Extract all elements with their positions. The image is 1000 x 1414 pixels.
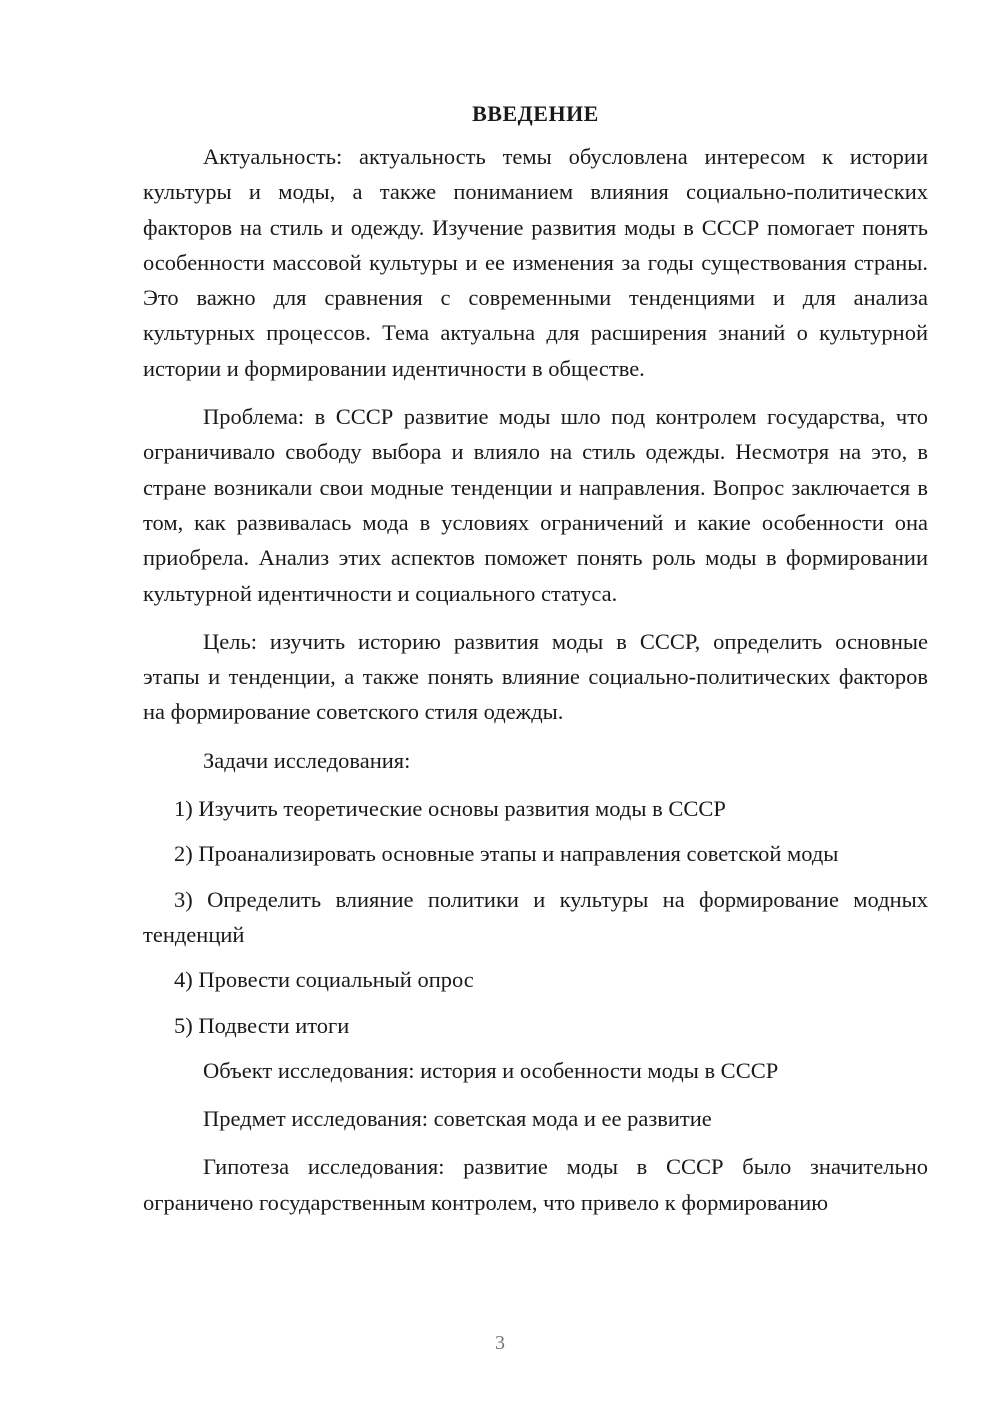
- paragraph-goal: Цель: изучить историю развития моды в СССР, определить основные этапы и тенденции, а также понять влияние социально-политических факторов на формирование советского стиля одежды.: [143, 628, 928, 725]
- research-object: Объект исследования: история и особенности моды в СССР: [203, 1057, 779, 1083]
- research-subject: Предмет исследования: советская мода и ее развитие: [203, 1106, 712, 1132]
- task-item: 1) Изучить теоретические основы развития моды в СССР: [174, 796, 726, 822]
- task-item: 3) Определить влияние политики и культуры на формирование модных тенденций: [143, 886, 928, 947]
- paragraph-relevance: Актуальность: актуальность темы обусловлена интересом к истории культуры и моды, а также пониманием влияния социально-политических факторов на стиль и одежду. Изучение развития моды в СССР помогает понять особенности массовой культуры и ее изменения за годы существования страны. Это важно для сравнения с современными тенденциями и для анализа культурных процессов. Тема актуальна для расширения знаний о культурной истории и формировании идентичности в обществе.: [143, 144, 928, 381]
- page-number: 3: [495, 1332, 505, 1354]
- research-hypothesis: Гипотеза исследования: развитие моды в СССР было значительно ограничено государственным контролем, что привело к формированию: [143, 1154, 928, 1215]
- task-item: 2) Проанализировать основные этапы и направления советской моды: [174, 841, 839, 867]
- task-item: 5) Подвести итоги: [174, 1012, 350, 1038]
- task-item: 4) Провести социальный опрос: [174, 967, 474, 993]
- page-content: [143, 96, 928, 1233]
- tasks-heading: Задачи исследования:: [203, 747, 411, 773]
- section-heading: ВВЕДЕНИЕ: [472, 101, 599, 126]
- paragraph-problem: Проблема: в СССР развитие моды шло под контролем государства, что ограничивало свободу выбора и влияло на стиль одежды. Несмотря на это, в стране возникали свои модные тенденции и направления. Вопрос заключается в том, как развивалась мода в условиях ограничений и какие особенности она приобрела. Анализ этих аспектов поможет понять роль моды в формировании культурной идентичности и социального статуса.: [143, 404, 928, 606]
